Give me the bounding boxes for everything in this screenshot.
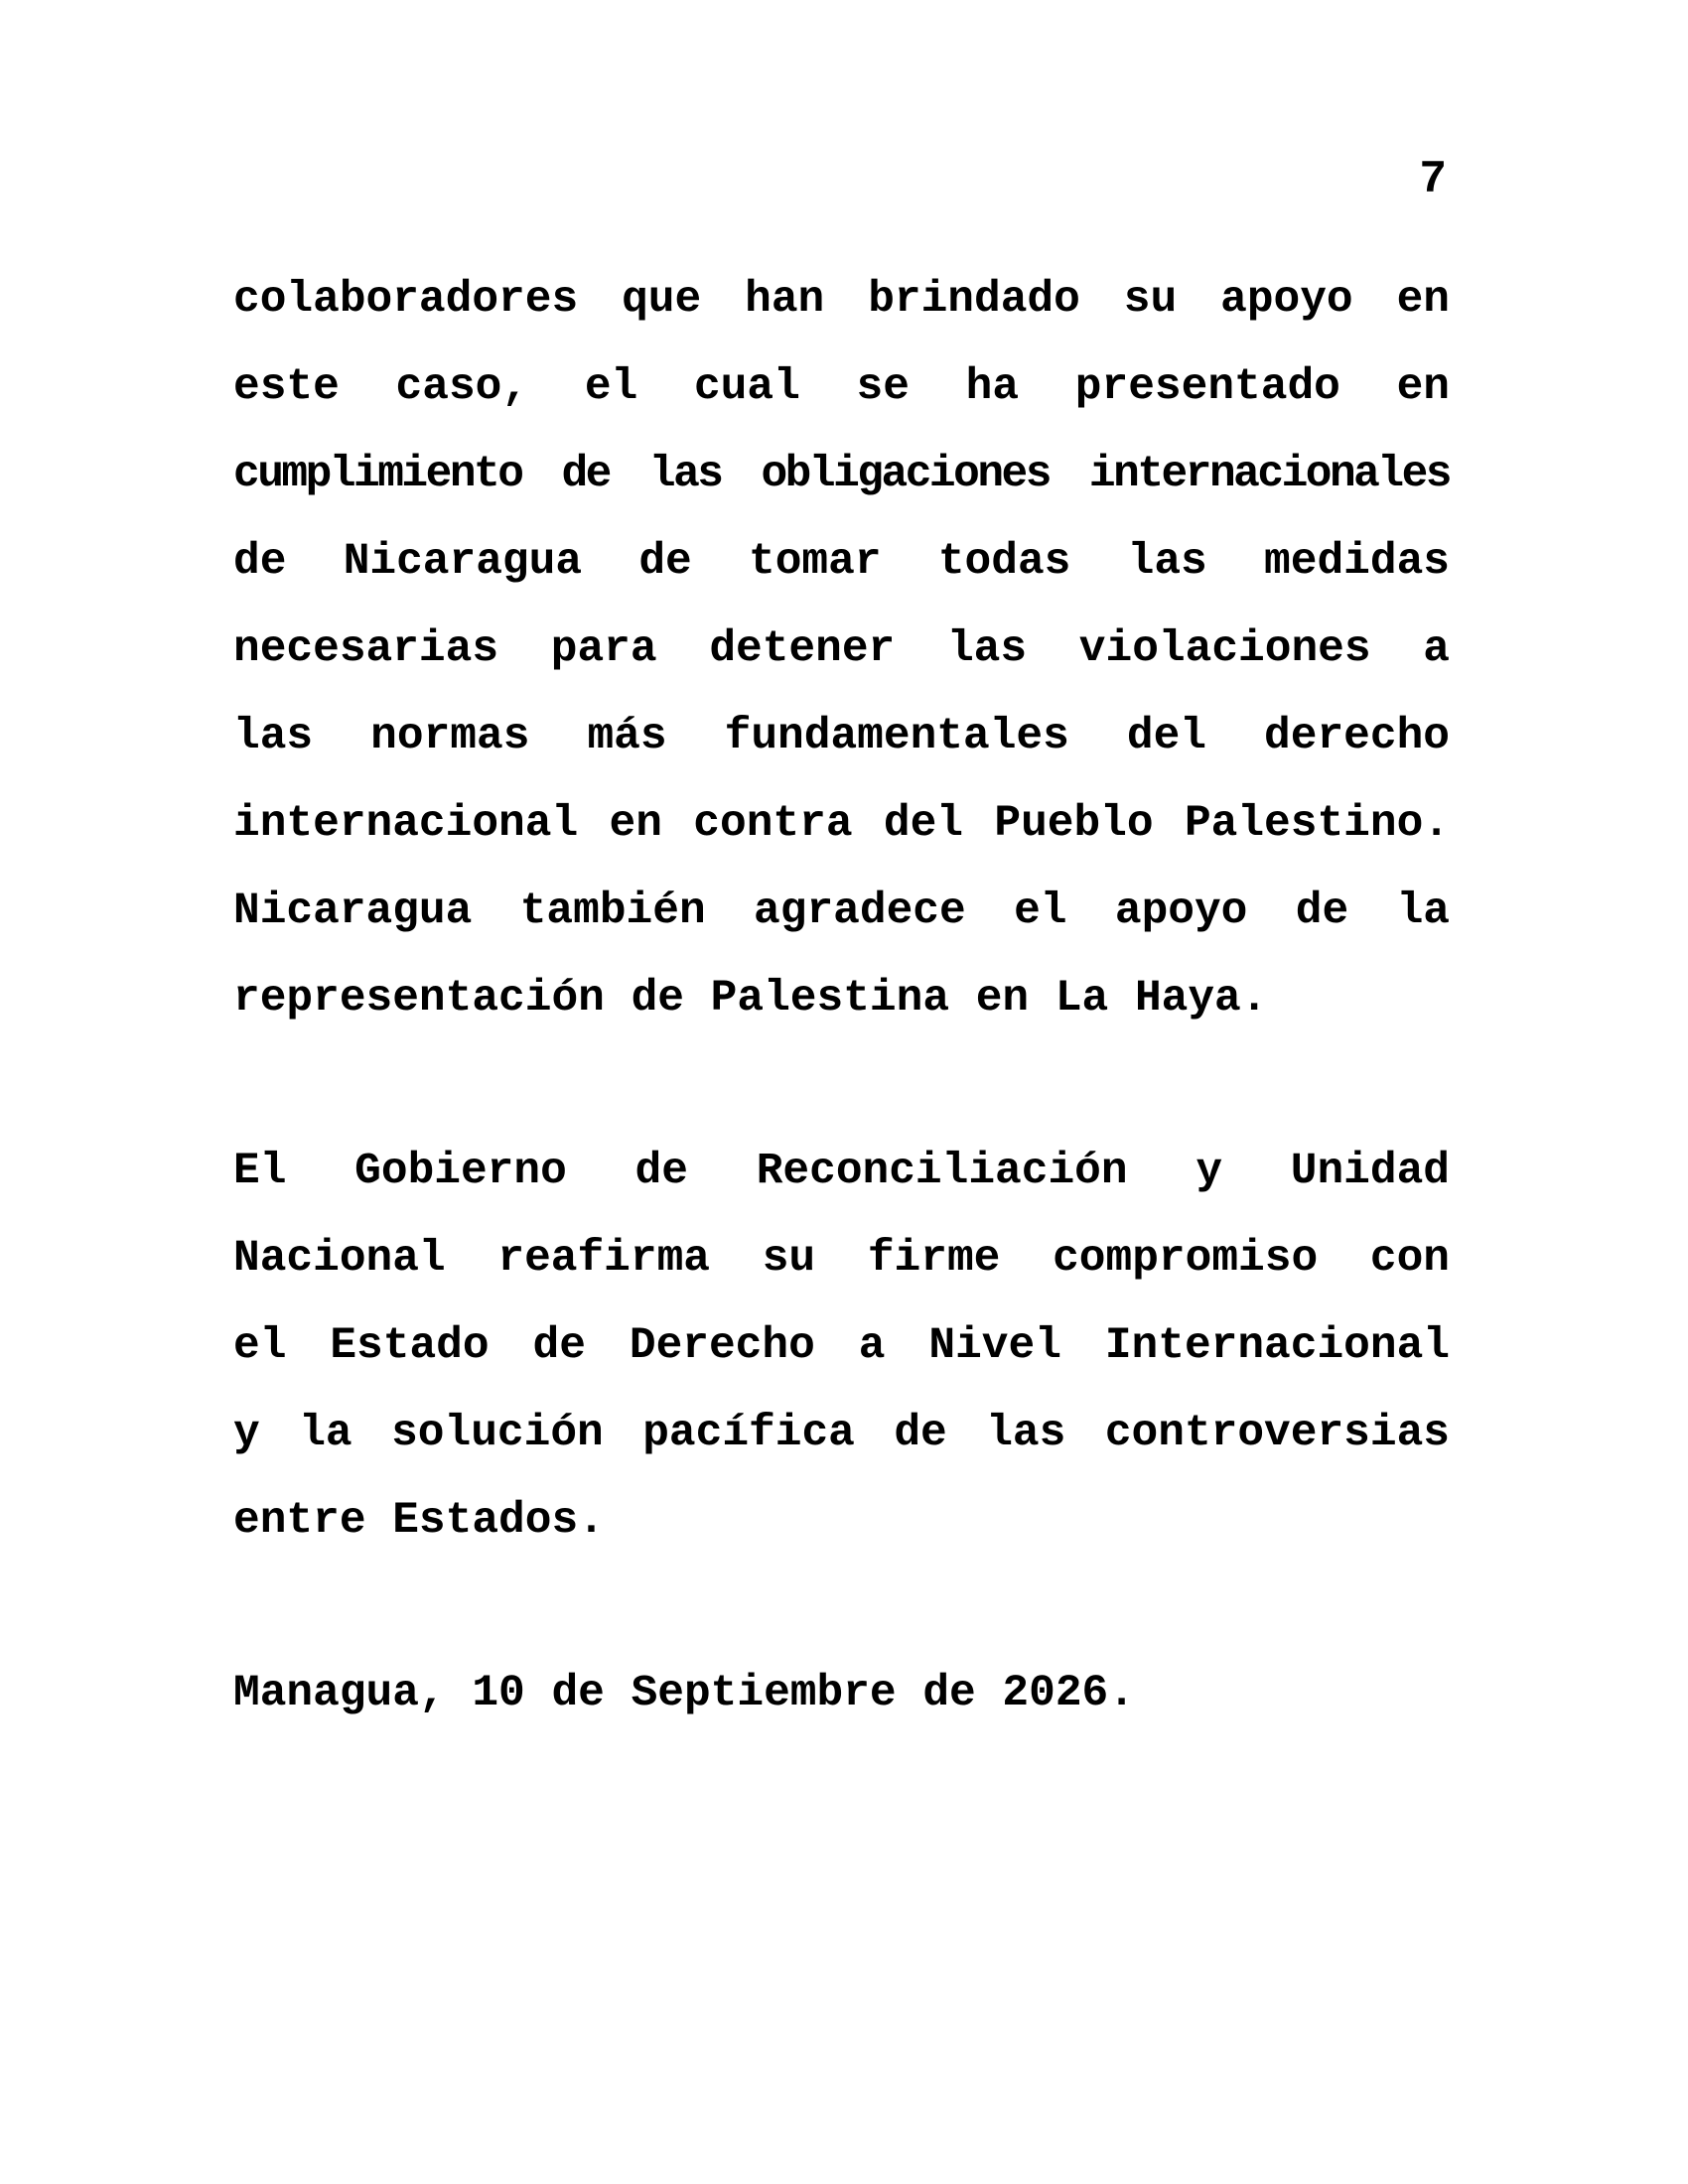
paragraph-line: colaboradores que han brindado su apoyo en (233, 275, 1450, 325)
paragraph-1 (233, 270, 1450, 1056)
paragraph-line: cumplimiento de las obligaciones internacionales (233, 450, 1450, 499)
paragraph-line: el Estado de Derecho a Nivel Internacional (233, 1321, 1450, 1371)
paragraph-line: necesarias para detener las violaciones a (233, 624, 1450, 674)
paragraph-line: de Nicaragua de tomar todas las medidas (233, 537, 1450, 587)
paragraph-line: internacional en contra del Pueblo Palestino. (233, 799, 1450, 849)
paragraph-line: Nicaragua también agradece el apoyo de la (233, 887, 1450, 936)
paragraph-spacer (233, 1056, 1450, 1142)
paragraph-line: El Gobierno de Reconciliación y Unidad (233, 1147, 1450, 1196)
paragraph-2 (233, 1142, 1450, 1578)
paragraph-line: entre Estados. (233, 1496, 605, 1546)
paragraph-spacer (233, 1578, 1450, 1664)
page-number: 7 (1419, 154, 1447, 205)
date-line: Managua, 10 de Septiembre de 2026. (233, 1669, 1135, 1718)
paragraph-line: representación de Palestina en La Haya. (233, 974, 1268, 1024)
paragraph-line: Nacional reafirma su firme compromiso con (233, 1234, 1450, 1284)
paragraph-line: este caso, el cual se ha presentado en (233, 362, 1450, 412)
paragraph-line: y la solución pacífica de las controversias (233, 1409, 1450, 1458)
paragraph-line: las normas más fundamentales del derecho (233, 712, 1450, 761)
document-body (233, 270, 1450, 1751)
